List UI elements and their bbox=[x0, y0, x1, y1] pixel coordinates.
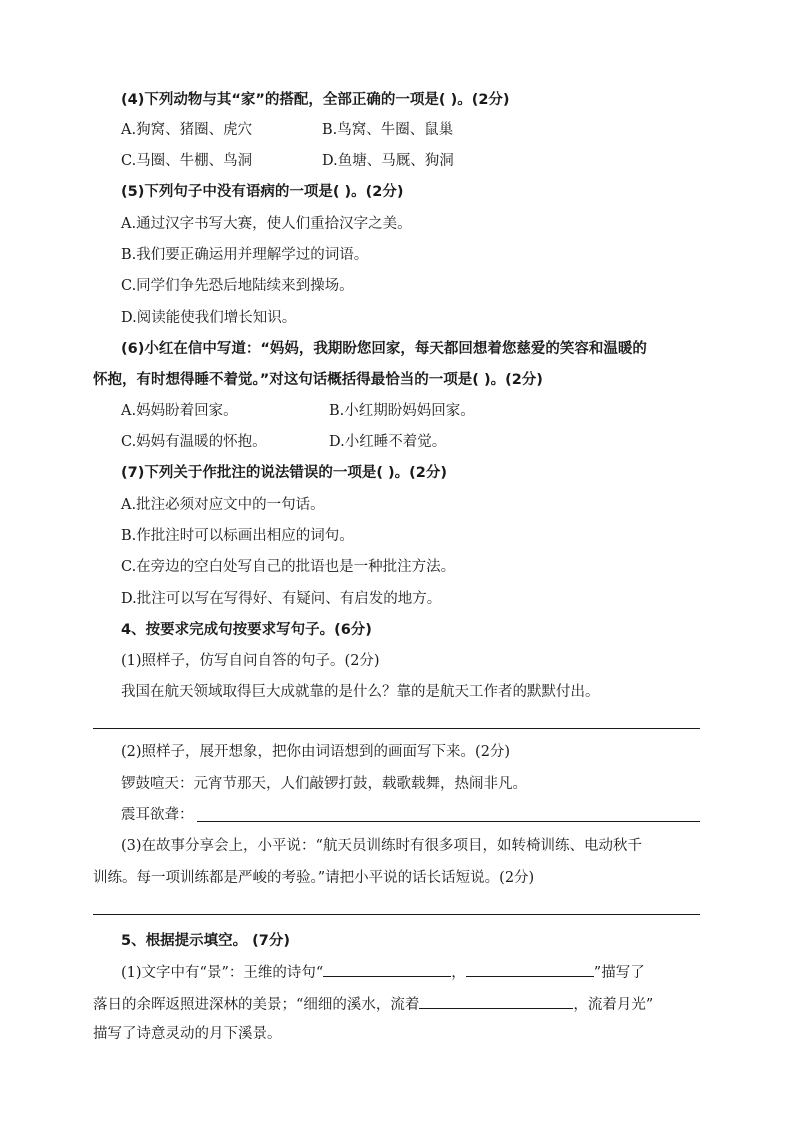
poem-blank-1[interactable] bbox=[323, 961, 451, 977]
answer-line-sub3[interactable] bbox=[93, 914, 700, 915]
section5-sub1-line3: 描写了诗意灵动的月下溪景。 bbox=[93, 1026, 282, 1042]
q5-stem: (5)下列句子中没有语病的一项是( )。(2分) bbox=[121, 184, 404, 200]
section4-sub1: (1)照样子，仿写自问自答的句子。(2分) bbox=[121, 653, 380, 669]
section5-sub1-line1-part-b: ， bbox=[451, 965, 466, 981]
q6-option-c: C.妈妈有温暖的怀抱。 bbox=[121, 434, 267, 450]
section5-sub1-line2 bbox=[93, 993, 653, 1015]
section4-sub1-example: 我国在航天领域取得巨大成就靠的是什么？靠的是航天工作者的默默付出。 bbox=[121, 684, 600, 700]
q7-option-d: D.批注可以写在写得好、有疑问、有启发的地方。 bbox=[121, 591, 442, 607]
q4-option-b: B.鸟窝、牛圈、鼠巢 bbox=[322, 122, 454, 138]
q4-option-c: C.马圈、牛棚、鸟洞 bbox=[121, 153, 253, 169]
section4-sub3-line2: 训练。每一项训练都是严峻的考验。”请把小平说的话长话短说。(2分) bbox=[93, 870, 535, 886]
q6-option-b: B.小红期盼妈妈回家。 bbox=[329, 403, 475, 419]
q4-option-d: D.鱼塘、马厩、狗洞 bbox=[322, 153, 454, 169]
q5-option-b: B.我们要正确运用并理解学过的词语。 bbox=[121, 247, 369, 263]
section5-sub1-line1-part-a: (1)文字中有“景”：王维的诗句“ bbox=[121, 965, 324, 981]
section5-sub1-line2-part-a: 落日的余晖返照进深林的美景；“细细的溪水，流着 bbox=[93, 997, 420, 1013]
poem-blank-2[interactable] bbox=[466, 961, 594, 977]
section4-sub3-line1: (3)在故事分享会上，小平说：“航天员训练时有很多项目，如转椅训练、电动秋千 bbox=[121, 838, 642, 854]
section4-title: 4、按要求完成句按要求写句子。(6分) bbox=[121, 622, 372, 638]
q6-option-a: A.妈妈盼着回家。 bbox=[121, 403, 238, 419]
section4-sub2: (2)照样子，展开想象，把你由词语想到的画面写下来。(2分) bbox=[121, 744, 511, 760]
section5-sub1-line2-part-b: ，流着月光” bbox=[573, 997, 654, 1013]
answer-line-sub1[interactable] bbox=[93, 728, 700, 729]
q7-stem: (7)下列关于作批注的说法错误的一项是( )。(2分) bbox=[121, 465, 447, 481]
q6-stem-line2: 怀抱，有时想得睡不着觉。”对这句话概括得最恰当的一项是( )。(2分) bbox=[93, 372, 543, 388]
q7-option-b: B.作批注时可以标画出相应的词句。 bbox=[121, 528, 354, 544]
q4-stem: (4)下列动物与其“家”的搭配，全部正确的一项是( )。(2分) bbox=[121, 92, 510, 108]
section5-sub1-line1-part-c: ”描写了 bbox=[593, 965, 645, 981]
section4-sub2-example: 锣鼓喧天：元宵节那天，人们敲锣打鼓，载歌载舞，热闹非凡。 bbox=[121, 776, 527, 792]
q4-option-a: A.狗窝、猪圈、虎穴 bbox=[121, 122, 253, 138]
q6-option-d: D.小红睡不着觉。 bbox=[329, 434, 447, 450]
q7-option-a: A.批注必须对应文中的一句话。 bbox=[121, 497, 325, 513]
q5-option-d: D.阅读能使我们增长知识。 bbox=[121, 310, 297, 326]
q7-option-c: C.在旁边的空白处写自己的批语也是一种批注方法。 bbox=[121, 559, 456, 575]
q5-option-c: C.同学们争先恐后地陆续来到操场。 bbox=[121, 278, 354, 294]
section5-sub1-line1 bbox=[121, 961, 645, 983]
poem-blank-3[interactable] bbox=[419, 993, 573, 1009]
answer-line-sub2[interactable] bbox=[197, 821, 700, 822]
q5-option-a: A.通过汉字书写大赛，使人们重拾汉字之美。 bbox=[121, 216, 412, 232]
section5-title: 5、根据提示填空。 (7分) bbox=[121, 933, 290, 949]
q6-stem-line1: (6)小红在信中写道：“妈妈，我期盼您回家，每天都回想着您慈爱的笑容和温暖的 bbox=[121, 341, 647, 357]
section4-sub2-prompt: 震耳欲聋： bbox=[121, 807, 194, 823]
